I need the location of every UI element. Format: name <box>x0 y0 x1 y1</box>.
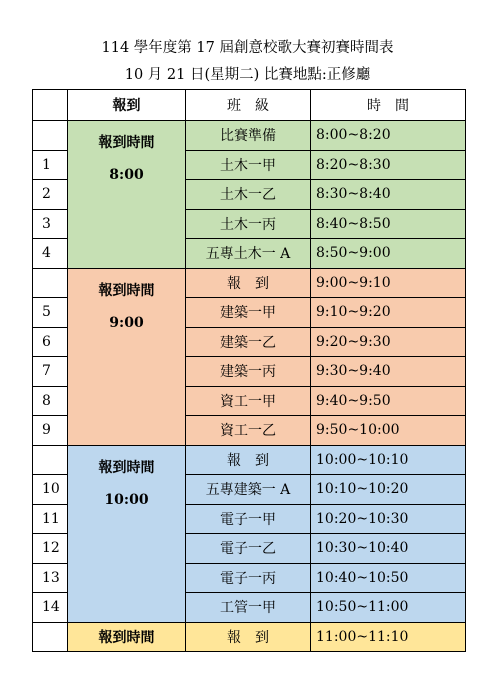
class-name: 建築一丙 <box>186 357 311 387</box>
row-number <box>33 622 68 652</box>
table-row <box>33 268 466 298</box>
report-time: 9:00 <box>109 314 144 331</box>
row-number: 9 <box>33 416 68 446</box>
row-number <box>33 121 68 151</box>
row-number <box>33 445 68 475</box>
time-slot: 10:10~10:20 <box>311 475 466 505</box>
row-number: 6 <box>33 327 68 357</box>
time-slot: 10:50~11:00 <box>311 593 466 623</box>
class-name: 報 到 <box>186 268 311 298</box>
row-number <box>33 268 68 298</box>
time-slot: 10:40~10:50 <box>311 563 466 593</box>
class-name: 土木一乙 <box>186 180 311 210</box>
time-slot: 8:20~8:30 <box>311 150 466 180</box>
header-row <box>33 90 466 121</box>
time-slot: 9:20~9:30 <box>311 327 466 357</box>
report-time: 10:00 <box>104 491 149 508</box>
time-slot: 8:00~8:20 <box>311 121 466 151</box>
class-name: 建築一乙 <box>186 327 311 357</box>
row-number: 3 <box>33 209 68 239</box>
table-row <box>33 121 466 151</box>
schedule-table <box>32 89 466 652</box>
row-number: 7 <box>33 357 68 387</box>
report-label: 報到時間 <box>98 282 155 299</box>
table-row <box>33 445 466 475</box>
time-slot: 9:10~9:20 <box>311 298 466 328</box>
class-name: 報 到 <box>186 445 311 475</box>
time-slot: 10:30~10:40 <box>311 534 466 564</box>
class-name: 資工一甲 <box>186 386 311 416</box>
report-label: 報到時間 <box>98 135 155 151</box>
class-name: 建築一甲 <box>186 298 311 328</box>
table-row <box>33 622 466 652</box>
row-number: 13 <box>33 563 68 593</box>
document-title: 114 學年度第 17 屆創意校歌大賽初賽時間表 <box>101 40 394 56</box>
row-number: 8 <box>33 386 68 416</box>
time-slot: 9:00~9:10 <box>311 268 466 298</box>
time-slot: 8:40~8:50 <box>311 209 466 239</box>
class-name: 土木一丙 <box>186 209 311 239</box>
time-slot: 9:30~9:40 <box>311 357 466 387</box>
time-slot: 8:30~8:40 <box>311 180 466 210</box>
report-cell <box>68 121 186 269</box>
header-class: 班 級 <box>186 90 311 121</box>
header-time: 時 間 <box>311 90 466 121</box>
row-number: 11 <box>33 504 68 534</box>
class-name: 資工一乙 <box>186 416 311 446</box>
report-time: 8:00 <box>109 167 144 183</box>
document-subtitle: 10 月 21 日(星期二) 比賽地點:正修廳 <box>124 67 371 83</box>
row-number: 2 <box>33 180 68 210</box>
time-slot: 10:20~10:30 <box>311 504 466 534</box>
class-name: 電子一乙 <box>186 534 311 564</box>
class-name: 工管一甲 <box>186 593 311 623</box>
class-name: 五專建築一 A <box>186 475 311 505</box>
report-cell <box>68 268 186 445</box>
row-number: 5 <box>33 298 68 328</box>
row-number: 12 <box>33 534 68 564</box>
header-report: 報到 <box>68 90 186 121</box>
time-slot: 9:50~10:00 <box>311 416 466 446</box>
time-slot: 9:40~9:50 <box>311 386 466 416</box>
time-slot: 8:50~9:00 <box>311 239 466 269</box>
class-name: 電子一丙 <box>186 563 311 593</box>
report-label: 報到時間 <box>68 622 186 652</box>
class-name: 報 到 <box>186 622 311 652</box>
row-number: 14 <box>33 593 68 623</box>
header-number-cell <box>33 90 68 121</box>
class-name: 土木一甲 <box>186 150 311 180</box>
row-number: 4 <box>33 239 68 269</box>
time-slot: 10:00~10:10 <box>311 445 466 475</box>
class-name: 比賽準備 <box>186 121 311 151</box>
row-number: 10 <box>33 475 68 505</box>
class-name: 電子一甲 <box>186 504 311 534</box>
row-number: 1 <box>33 150 68 180</box>
time-slot: 11:00~11:10 <box>311 622 466 652</box>
report-cell <box>68 445 186 622</box>
class-name: 五專土木一 A <box>186 239 311 269</box>
report-label: 報到時間 <box>98 459 155 476</box>
